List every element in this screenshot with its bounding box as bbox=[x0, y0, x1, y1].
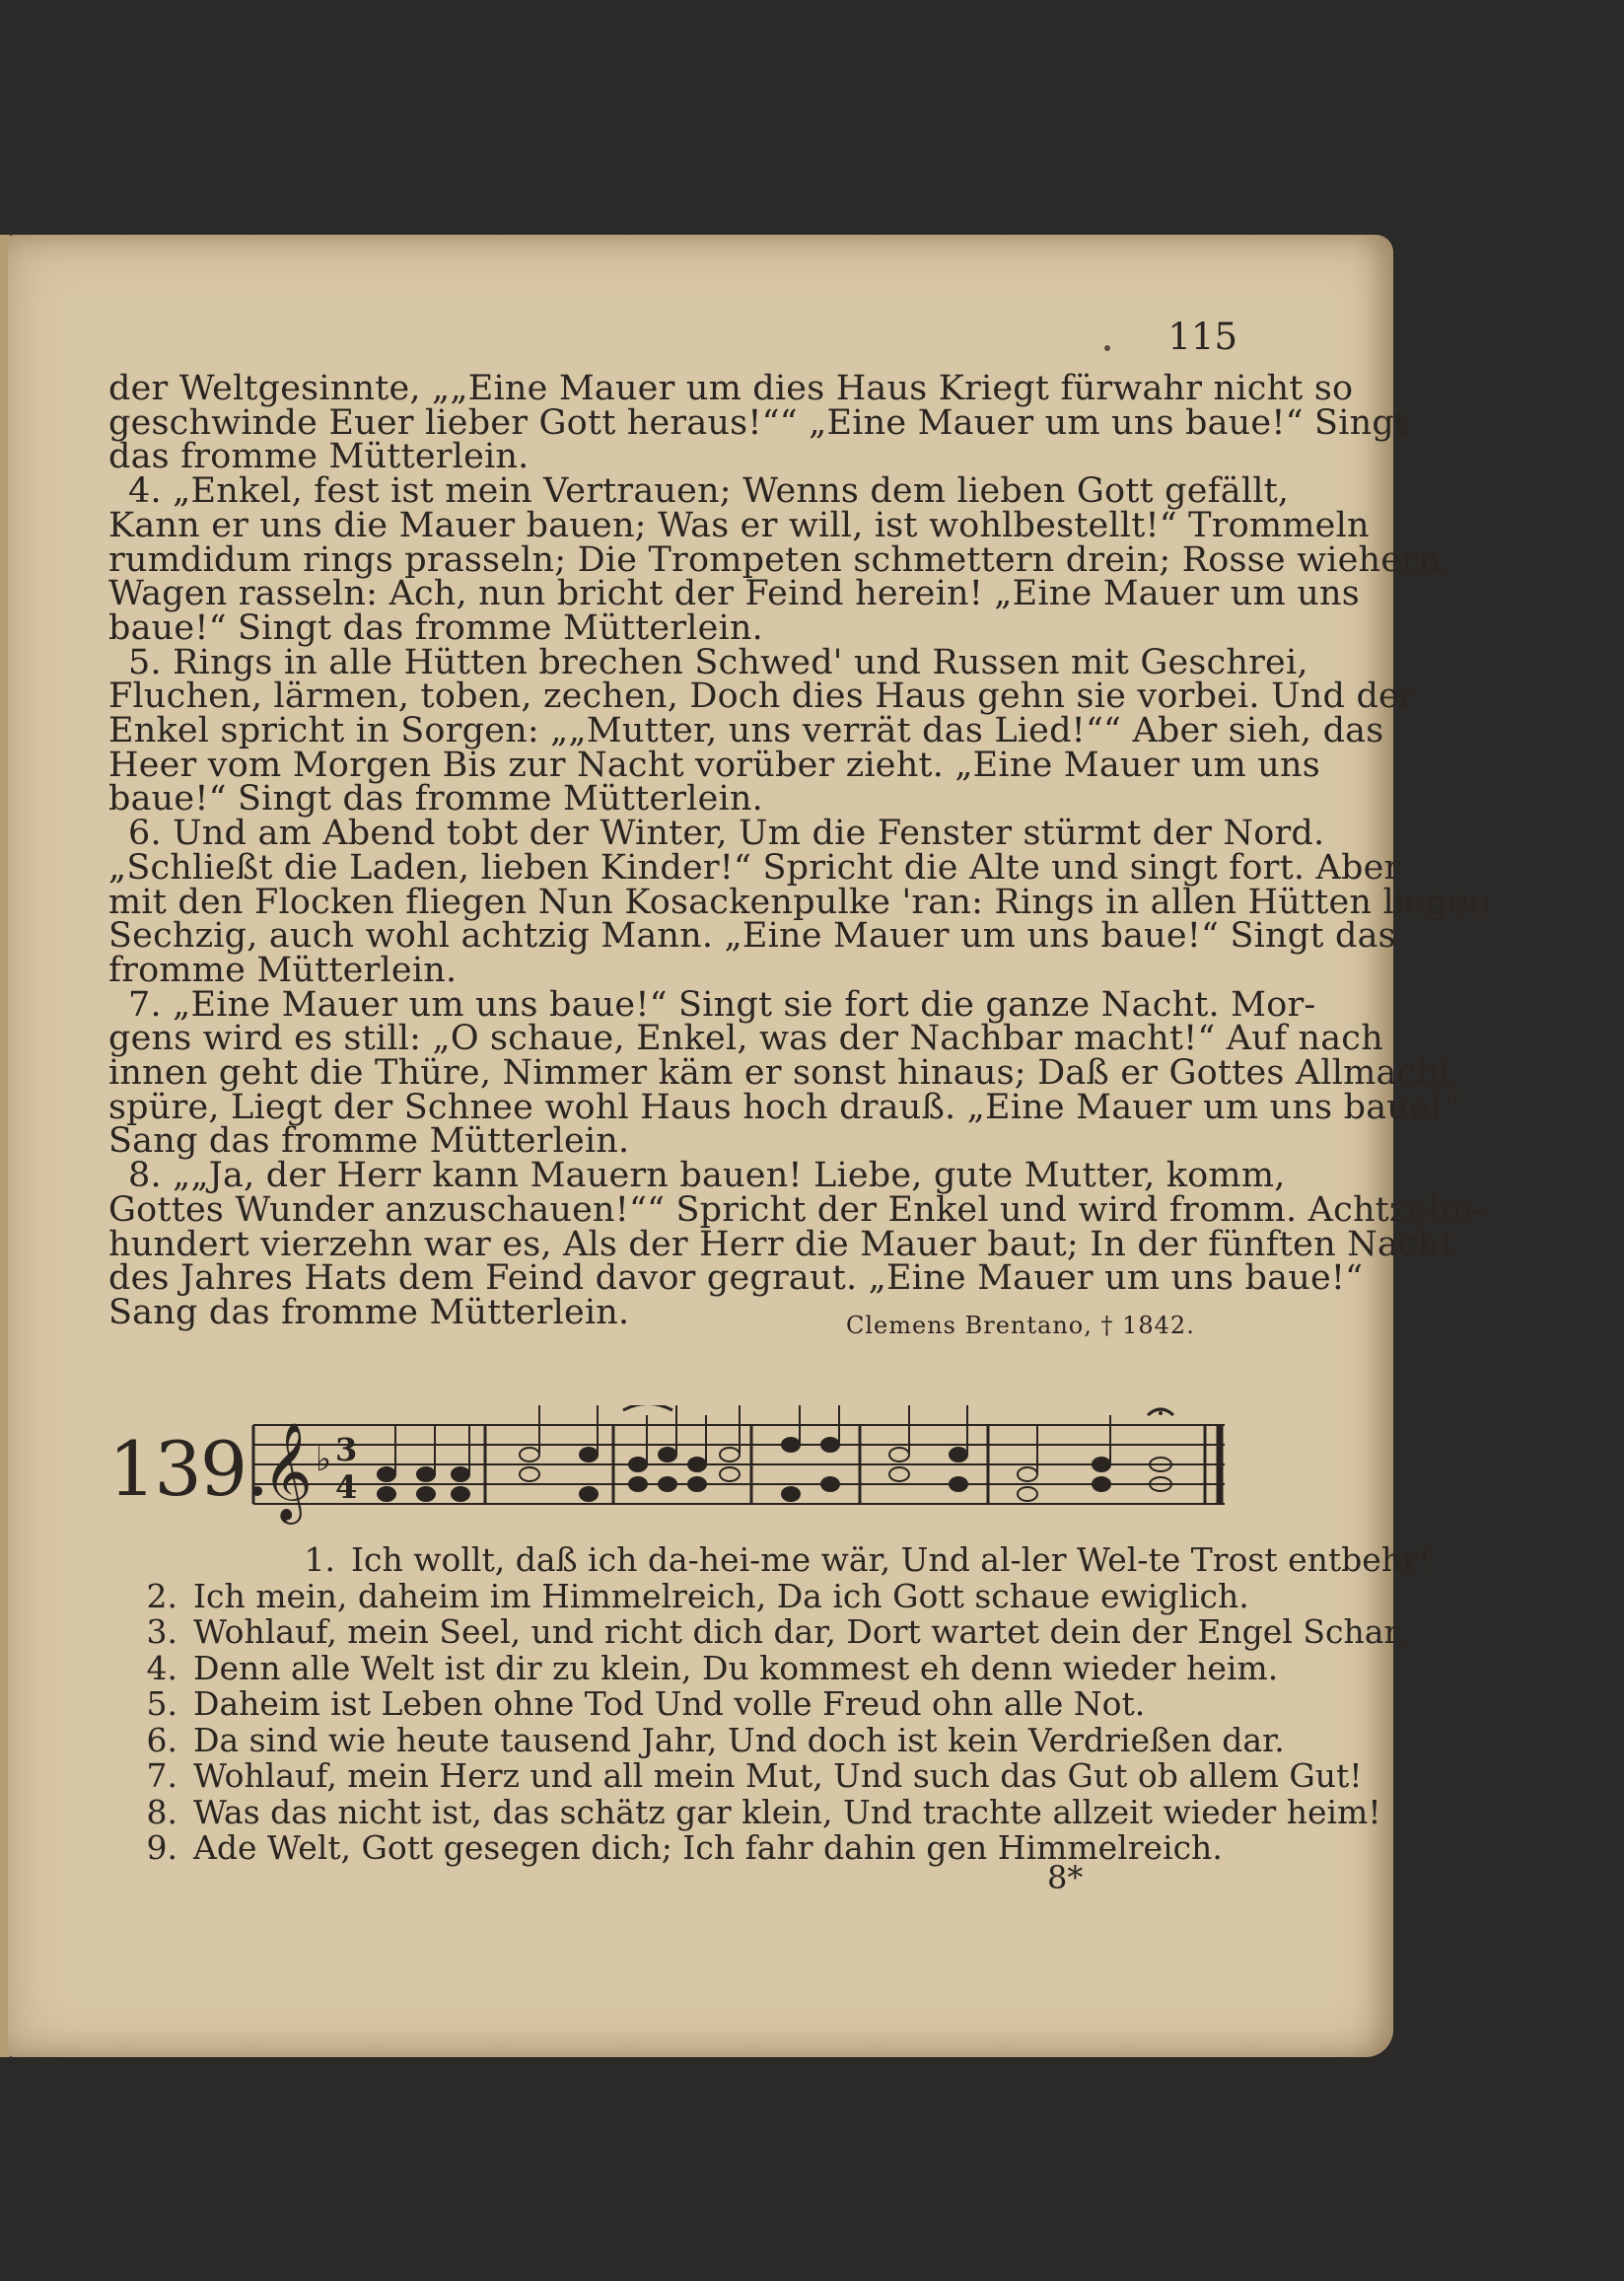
time-signature-bottom: 4 bbox=[335, 1468, 358, 1506]
verse-line bbox=[108, 1612, 1407, 1652]
verse-number: 9. bbox=[146, 1828, 177, 1867]
body-line: gens wird es still: „O schaue, Enkel, was der Nachbar macht!“ Auf nach bbox=[108, 1019, 1383, 1059]
verse-number: 4. bbox=[146, 1648, 177, 1687]
body-line: Enkel spricht in Sorgen: „„Mutter, uns verrät das Lied!““ Aber sieh, das bbox=[108, 711, 1384, 750]
body-line: 7. „Eine Mauer um uns baue!“ Singt sie fort die ganze Nacht. Mor- bbox=[128, 984, 1316, 1025]
ink-dot bbox=[1104, 345, 1110, 351]
verse-line bbox=[108, 1720, 1285, 1760]
body-line: spüre, Liegt der Schnee wohl Haus hoch drauß. „Eine Mauer um uns baue!“ bbox=[108, 1087, 1462, 1127]
body-line: mit den Flocken fliegen Nun Kosackenpulke 'ran: Rings in allen Hütten liegen bbox=[108, 882, 1492, 922]
verse-text: Was das nicht ist, das schätz gar klein, Und trachte allzeit wieder heim! bbox=[193, 1792, 1381, 1831]
body-line: Sang das fromme Mütterlein. bbox=[108, 1121, 630, 1162]
body-line: „Schließt die Laden, lieben Kinder!“ Spricht die Alte und singt fort. Aber bbox=[108, 847, 1401, 888]
body-line: 4. „Enkel, fest ist mein Vertrauen; Wenns dem lieben Gott gefällt, bbox=[128, 471, 1290, 512]
body-line: 5. Rings in alle Hütten brechen Schwed' und Russen mit Geschrei, bbox=[128, 642, 1308, 682]
verse-text: Ich mein, daheim im Himmelreich, Da ich Gott schaue ewiglich. bbox=[193, 1576, 1249, 1615]
body-line: fromme Mütterlein. bbox=[108, 950, 458, 990]
page-number: 115 bbox=[1167, 316, 1237, 358]
body-line: Fluchen, lärmen, toben, zechen, Doch dies Haus gehn sie vorbei. Und der bbox=[108, 677, 1416, 717]
time-signature-top: 3 bbox=[335, 1431, 358, 1468]
body-line: Heer vom Morgen Bis zur Nacht vorüber zieht. „Eine Mauer um uns bbox=[108, 745, 1320, 785]
verse-number: 3. bbox=[146, 1612, 177, 1651]
body-line: 6. Und am Abend tobt der Winter, Um die Fenster stürmt der Nord. bbox=[128, 814, 1325, 854]
verse-text: Wohlauf, mein Herz und all mein Mut, Und such das Gut ob allem Gut! bbox=[193, 1756, 1363, 1795]
verse-text: Daheim ist Leben ohne Tod Und volle Freud ohn alle Not. bbox=[193, 1684, 1146, 1723]
verse-number: 5. bbox=[146, 1684, 177, 1723]
printer-signature: 8* bbox=[1047, 1859, 1084, 1896]
verse-number: 1. bbox=[304, 1540, 335, 1579]
body-line: innen geht die Thüre, Nimmer käm er sonst hinaus; Daß er Gottes Allmacht bbox=[108, 1053, 1453, 1093]
verse-text: Denn alle Welt ist dir zu klein, Du kommest eh denn wieder heim. bbox=[193, 1648, 1279, 1687]
verse-text: Ade Welt, Gott gesegen dich; Ich fahr dahin gen Himmelreich. bbox=[193, 1828, 1223, 1867]
body-line: Kann er uns die Mauer bauen; Was er will, ist wohlbestellt!“ Trommeln bbox=[108, 505, 1370, 545]
flat-icon: ♭ bbox=[316, 1440, 332, 1479]
slur-icon bbox=[623, 1405, 672, 1410]
notes bbox=[378, 1405, 1171, 1501]
body-line: baue!“ Singt das fromme Mütterlein. bbox=[108, 779, 763, 820]
verse-line bbox=[108, 1576, 1249, 1616]
verse-number: 8. bbox=[146, 1792, 177, 1831]
verse-line bbox=[108, 1792, 1381, 1832]
body-line: Gottes Wunder anzuschauen!““ Spricht der Enkel und wird fromm. Achtzehn- bbox=[108, 1189, 1486, 1230]
body-line: Wagen rasseln: Ach, nun bricht der Feind herein! „Eine Mauer um uns bbox=[108, 574, 1360, 614]
verse-number: 2. bbox=[146, 1576, 177, 1615]
body-line: der Weltgesinnte, „„Eine Mauer um dies Haus Kriegt fürwahr nicht so bbox=[108, 369, 1354, 408]
hymn-number: 139. bbox=[108, 1425, 268, 1513]
music-staff bbox=[248, 1405, 1235, 1543]
author-credit: Clemens Brentano, † 1842. bbox=[846, 1312, 1195, 1339]
body-line: Sang das fromme Mütterlein. bbox=[108, 1292, 630, 1332]
verse-number: 6. bbox=[146, 1720, 177, 1759]
body-line: 8. „„Ja, der Herr kann Mauern bauen! Liebe, gute Mutter, komm, bbox=[128, 1156, 1286, 1196]
verse-text: Wohlauf, mein Seel, und richt dich dar, Dort wartet dein der Engel Schar. bbox=[193, 1612, 1407, 1651]
treble-clef-icon: 𝄞 bbox=[262, 1422, 313, 1521]
body-line: Sechzig, auch wohl achtzig Mann. „Eine Mauer um uns baue!“ Singt das bbox=[108, 916, 1396, 957]
verse-line bbox=[108, 1648, 1279, 1688]
body-line: das fromme Mütterlein. bbox=[108, 437, 530, 477]
body-line: geschwinde Euer lieber Gott heraus!““ „Eine Mauer um uns baue!“ Singt bbox=[108, 402, 1409, 443]
verse-line bbox=[108, 1756, 1363, 1796]
verse-line bbox=[108, 1684, 1233, 1724]
body-line: rumdidum rings prasseln; Die Trompeten schmettern drein; Rosse wiehern, bbox=[108, 539, 1452, 580]
body-line: baue!“ Singt das fromme Mütterlein. bbox=[108, 607, 763, 648]
verse-text: Ich wollt, daß ich da-hei-me wär, Und al-ler Wel-te Trost entbehr! bbox=[351, 1540, 1432, 1579]
body-line: des Jahres Hats dem Feind davor gegraut. „Eine Mauer um uns baue!“ bbox=[108, 1258, 1364, 1299]
body-line: hundert vierzehn war es, Als der Herr die Mauer baut; In der fünften Nacht bbox=[108, 1224, 1454, 1264]
verse-text: Da sind wie heute tausend Jahr, Und doch ist kein Verdrießen dar. bbox=[193, 1720, 1285, 1759]
verse-line bbox=[118, 1540, 1432, 1580]
verse-number: 7. bbox=[146, 1756, 177, 1795]
